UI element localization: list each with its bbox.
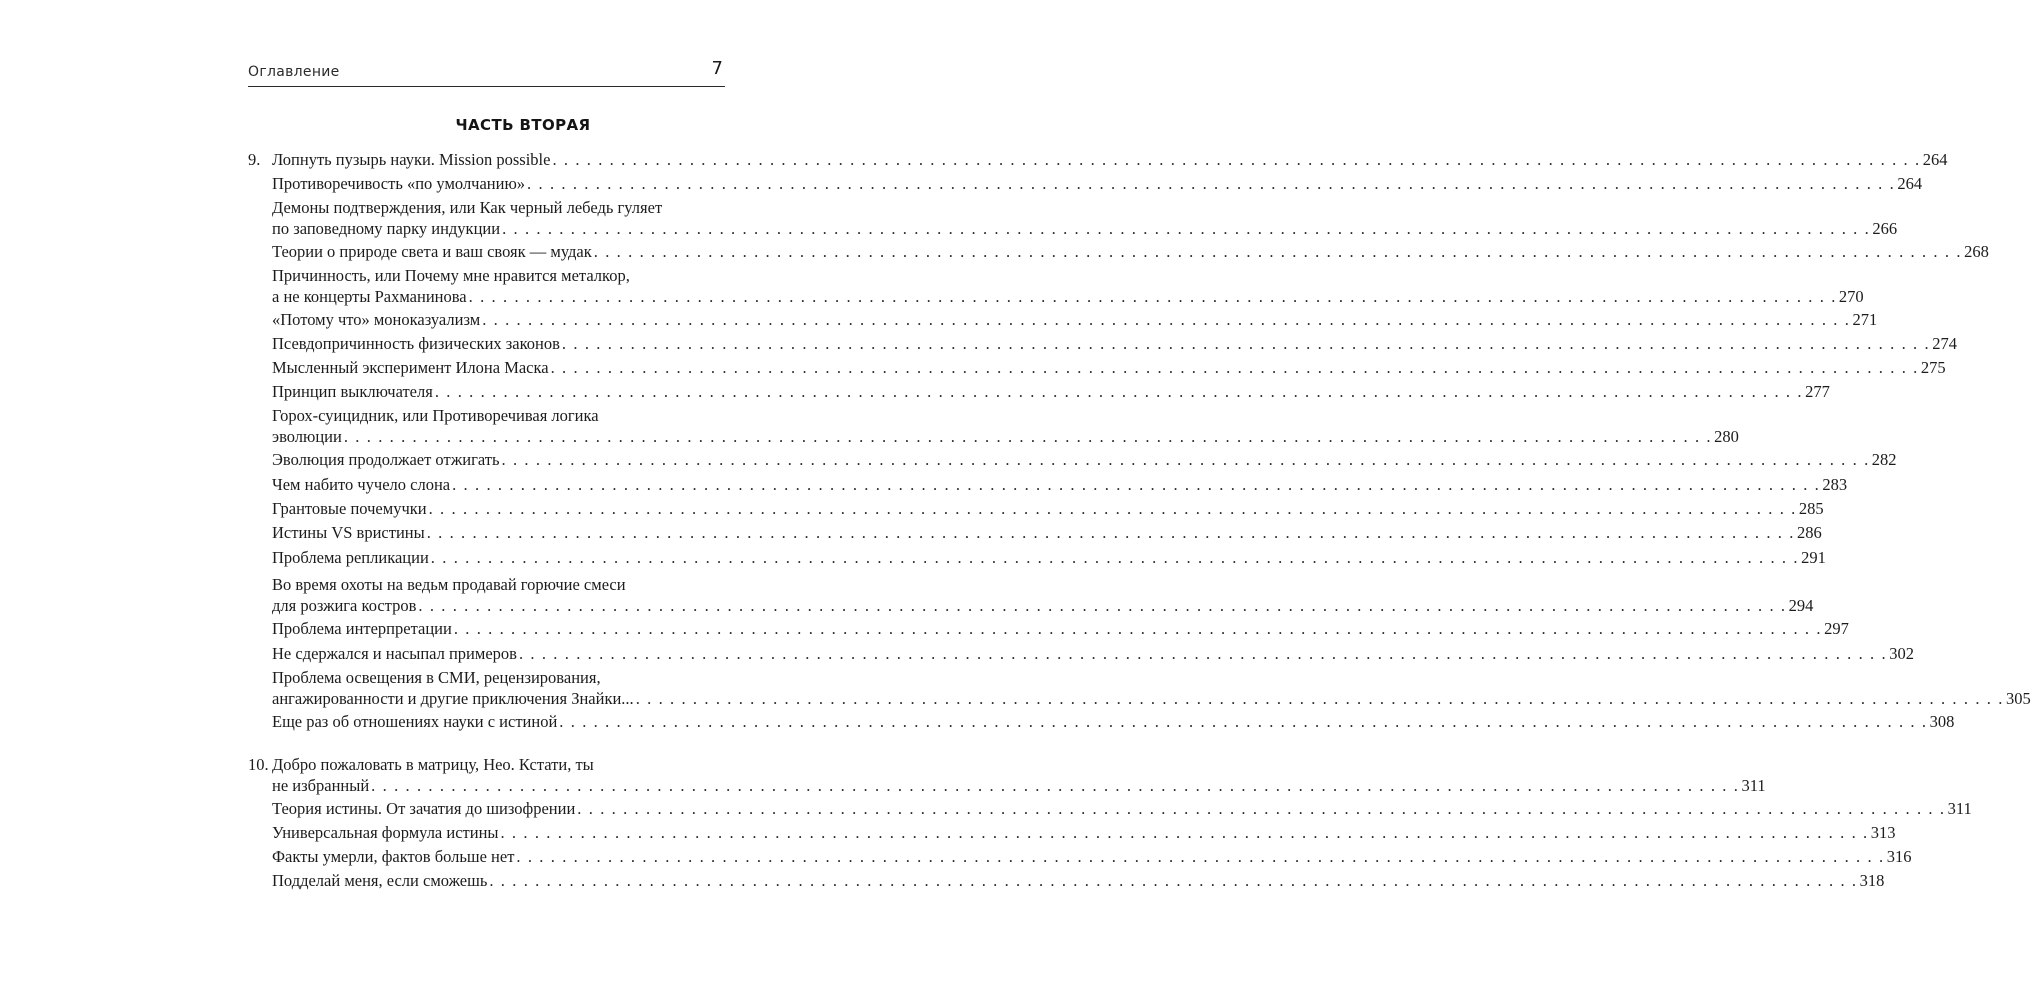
- dot-leader: . . . . . . . . . . . . . . . . . . . . . . . . . . . . . . . . . . . . . . . . . . . . . . . . . . . . . . . . . . . . . . . . . . . . . . . . . . . . . . . . . . . . . . . . . . . . . . . . . . . . . . . . . . . . . . . . . . . . . . . .: [501, 450, 1870, 469]
- toc-entry: [248, 474, 1848, 495]
- toc-entry-title-line: Проблема репликации: [272, 548, 429, 567]
- dot-leader: . . . . . . . . . . . . . . . . . . . . . . . . . . . . . . . . . . . . . . . . . . . . . . . . . . . . . . . . . . . . . . . . . . . . . . . . . . . . . . . . . . . . . . . . . . . . . . . . . . . . . . . . . . . . . . . . . . . . . . . .: [516, 847, 1885, 866]
- toc-page-number: 286: [1796, 523, 1822, 542]
- toc-entry-body: [272, 381, 1830, 402]
- toc-entry: [248, 547, 1826, 568]
- toc-entry-title-line: Подделай меня, если сможешь: [272, 871, 488, 890]
- toc-page-number: 264: [1897, 174, 1923, 193]
- toc-entry-title-line: Грантовые почемучки: [272, 499, 427, 518]
- toc-entry-body: [272, 309, 1878, 330]
- toc-entry: [248, 846, 1912, 867]
- toc-page-number: 285: [1798, 499, 1824, 518]
- toc-page-number: 277: [1805, 382, 1830, 401]
- toc-entry-last-line: [272, 241, 1989, 262]
- toc-entry-title-line: Эволюция продолжает отжигать: [272, 450, 500, 469]
- toc-entry-title-line: Не сдержался и насыпал примеров: [272, 644, 517, 663]
- toc-page-number: 291: [1801, 548, 1826, 567]
- toc-entry: [248, 667, 2031, 709]
- toc-entry: [248, 381, 1830, 402]
- toc-entry-body: [272, 357, 1946, 378]
- toc-entry-last-line: [272, 522, 1822, 543]
- toc-entry-title-line: Принцип выключателя: [272, 382, 433, 401]
- dot-leader: . . . . . . . . . . . . . . . . . . . . . . . . . . . . . . . . . . . . . . . . . . . . . . . . . . . . . . . . . . . . . . . . . . . . . . . . . . . . . . . . . . . . . . . . . . . . . . . . . . . . . . . . . . . . . . . . . . . . . . . .: [434, 382, 1804, 401]
- toc-entry-last-line: [272, 449, 1897, 470]
- toc-entry-body: [272, 449, 1897, 470]
- toc-entry: [248, 643, 1914, 664]
- dot-leader: . . . . . . . . . . . . . . . . . . . . . . . . . . . . . . . . . . . . . . . . . . . . . . . . . . . . . . . . . . . . . . . . . . . . . . . . . . . . . . . . . . . . . . . . . . . . . . . . . . . . . . . . . . . . . . . . . . . . . . . .: [552, 150, 1921, 169]
- dot-leader: . . . . . . . . . . . . . . . . . . . . . . . . . . . . . . . . . . . . . . . . . . . . . . . . . . . . . . . . . . . . . . . . . . . . . . . . . . . . . . . . . . . . . . . . . . . . . . . . . . . . . . . . . . . . . . . . . . . . . . . .: [518, 644, 1888, 663]
- dot-leader: . . . . . . . . . . . . . . . . . . . . . . . . . . . . . . . . . . . . . . . . . . . . . . . . . . . . . . . . . . . . . . . . . . . . . . . . . . . . . . . . . . . . . . . . . . . . . . . . . . . . . . . . . . . . . . . . . . . . . . . .: [371, 776, 1740, 795]
- toc-entry-body: [272, 474, 1848, 495]
- toc-entry-body: [272, 498, 1824, 519]
- toc-entry-last-line: [272, 775, 1766, 796]
- toc-entry-body: [272, 149, 1948, 170]
- toc-entry: [248, 522, 1822, 543]
- toc-entry-title-line: Противоречивость «по умолчанию»: [272, 174, 526, 193]
- toc-entry-body: [272, 798, 1972, 819]
- toc-entry-last-line: [272, 846, 1912, 867]
- toc-entry-title-line: Чем набито чучело слона: [272, 475, 451, 494]
- dot-leader: . . . . . . . . . . . . . . . . . . . . . . . . . . . . . . . . . . . . . . . . . . . . . . . . . . . . . . . . . . . . . . . . . . . . . . . . . . . . . . . . . . . . . . . . . . . . . . . . . . . . . . . . . . . . . . . . . . . . . . . .: [527, 174, 1896, 193]
- toc-entry-body: [272, 870, 1885, 891]
- toc-page-number: 268: [1964, 242, 1989, 261]
- toc-entry-body: [272, 241, 1989, 262]
- toc-page-number: 282: [1871, 450, 1897, 469]
- dot-leader: . . . . . . . . . . . . . . . . . . . . . . . . . . . . . . . . . . . . . . . . . . . . . . . . . . . . . . . . . . . . . . . . . . . . . . . . . . . . . . . . . . . . . . . . . . . . . . . . . . . . . . . . . . . . . . . . . . . . . . . .: [343, 427, 1713, 446]
- running-title: Оглавление: [248, 64, 340, 80]
- toc-entry: [248, 265, 1864, 307]
- toc-entry-body: [272, 643, 1914, 664]
- dot-leader: . . . . . . . . . . . . . . . . . . . . . . . . . . . . . . . . . . . . . . . . . . . . . . . . . . . . . . . . . . . . . . . . . . . . . . . . . . . . . . . . . . . . . . . . . . . . . . . . . . . . . . . . . . . . . . . . . . . . . . . .: [550, 358, 1919, 377]
- toc-page-number: 275: [1920, 358, 1946, 377]
- toc-page-number: 308: [1929, 712, 1955, 731]
- toc-entry-last-line: [272, 286, 1864, 307]
- toc-entry-body: [272, 667, 2031, 709]
- toc-entry-body: [272, 173, 1923, 194]
- toc-entry-last-line: [272, 357, 1946, 378]
- toc-page-number: 280: [1714, 427, 1739, 446]
- toc-entry-body: [272, 547, 1826, 568]
- toc-entry-title-line: Факты умерли, фактов больше нет: [272, 847, 515, 866]
- toc-entry-last-line: [272, 595, 1814, 616]
- dot-leader: . . . . . . . . . . . . . . . . . . . . . . . . . . . . . . . . . . . . . . . . . . . . . . . . . . . . . . . . . . . . . . . . . . . . . . . . . . . . . . . . . . . . . . . . . . . . . . . . . . . . . . . . . . . . . . . . . . . . . . . .: [418, 596, 1787, 615]
- dot-leader: . . . . . . . . . . . . . . . . . . . . . . . . . . . . . . . . . . . . . . . . . . . . . . . . . . . . . . . . . . . . . . . . . . . . . . . . . . . . . . . . . . . . . . . . . . . . . . . . . . . . . . . . . . . . . . . . . . . . . . . .: [489, 871, 1858, 890]
- toc-entry-title-line: Во время охоты на ведьм продавай горючие смеси: [272, 575, 626, 594]
- toc-entry-title-line: Причинность, или Почему мне нравится металкор,: [272, 266, 630, 285]
- toc-entry: [248, 149, 1948, 170]
- toc-entry-last-line: [272, 474, 1848, 495]
- page-number: 7: [711, 58, 723, 79]
- toc-entry-body: [272, 405, 1739, 447]
- toc-page-number: 318: [1859, 871, 1885, 890]
- toc-entry-body: [272, 754, 1766, 796]
- toc-entry-title-line: Еще раз об отношениях науки с истиной: [272, 712, 558, 731]
- running-head: [248, 60, 725, 87]
- dot-leader: . . . . . . . . . . . . . . . . . . . . . . . . . . . . . . . . . . . . . . . . . . . . . . . . . . . . . . . . . . . . . . . . . . . . . . . . . . . . . . . . . . . . . . . . . . . . . . . . . . . . . . . . . . . . . . . . . . . . . . . .: [635, 689, 2004, 708]
- toc-entry: [248, 241, 1989, 262]
- dot-leader: . . . . . . . . . . . . . . . . . . . . . . . . . . . . . . . . . . . . . . . . . . . . . . . . . . . . . . . . . . . . . . . . . . . . . . . . . . . . . . . . . . . . . . . . . . . . . . . . . . . . . . . . . . . . . . . . . . . . . . . .: [577, 799, 1946, 818]
- dot-leader: . . . . . . . . . . . . . . . . . . . . . . . . . . . . . . . . . . . . . . . . . . . . . . . . . . . . . . . . . . . . . . . . . . . . . . . . . . . . . . . . . . . . . . . . . . . . . . . . . . . . . . . . . . . . . . . . . . . . . . . .: [428, 499, 1797, 518]
- toc-entry: [248, 754, 1766, 796]
- toc-entry-title-line: по заповедному парку индукции: [272, 219, 501, 238]
- toc-entry-title-line: Теория истины. От зачатия до шизофрении: [272, 799, 576, 818]
- toc-entry-title-line: Псевдопричинность физических законов: [272, 334, 560, 353]
- toc-entry-body: [272, 618, 1849, 639]
- toc-entry: [248, 405, 1739, 447]
- dot-leader: . . . . . . . . . . . . . . . . . . . . . . . . . . . . . . . . . . . . . . . . . . . . . . . . . . . . . . . . . . . . . . . . . . . . . . . . . . . . . . . . . . . . . . . . . . . . . . . . . . . . . . . . . . . . . . . . . . . . . . . .: [502, 219, 1871, 238]
- toc-entry-body: [272, 846, 1912, 867]
- toc-entry: [248, 173, 1923, 194]
- toc-entry-title-line: Проблема освещения в СМИ, рецензирования,: [272, 668, 601, 687]
- toc-entry: [248, 309, 1878, 330]
- dot-leader: . . . . . . . . . . . . . . . . . . . . . . . . . . . . . . . . . . . . . . . . . . . . . . . . . . . . . . . . . . . . . . . . . . . . . . . . . . . . . . . . . . . . . . . . . . . . . . . . . . . . . . . . . . . . . . . . . . . . . . . .: [468, 287, 1837, 306]
- toc-entry-last-line: [272, 643, 1914, 664]
- toc-page-number: 270: [1838, 287, 1864, 306]
- toc-entry: [248, 498, 1824, 519]
- toc-entry-title-line: Проблема интерпретации: [272, 619, 452, 638]
- toc-entry-last-line: [272, 688, 2031, 709]
- toc-entry-last-line: [272, 618, 1849, 639]
- toc-entry-body: [272, 522, 1822, 543]
- toc-page-number: 274: [1932, 334, 1957, 353]
- toc-entry: [248, 618, 1849, 639]
- chapter-number: 10.: [248, 755, 269, 774]
- toc-page-number: 313: [1870, 823, 1896, 842]
- toc-entry-last-line: [272, 149, 1948, 170]
- dot-leader: . . . . . . . . . . . . . . . . . . . . . . . . . . . . . . . . . . . . . . . . . . . . . . . . . . . . . . . . . . . . . . . . . . . . . . . . . . . . . . . . . . . . . . . . . . . . . . . . . . . . . . . . . . . . . . . . . . . . . . . .: [430, 548, 1800, 567]
- toc-entry: [248, 197, 1898, 239]
- toc-page-number: 266: [1872, 219, 1898, 238]
- toc-entry-last-line: [272, 309, 1878, 330]
- toc-entry-title-line: ангажированности и другие приключения Знайки...: [272, 689, 634, 708]
- dot-leader: . . . . . . . . . . . . . . . . . . . . . . . . . . . . . . . . . . . . . . . . . . . . . . . . . . . . . . . . . . . . . . . . . . . . . . . . . . . . . . . . . . . . . . . . . . . . . . . . . . . . . . . . . . . . . . . . . . . . . . . .: [426, 523, 1795, 542]
- toc-entry-body: [272, 197, 1898, 239]
- toc-page-number: 264: [1922, 150, 1948, 169]
- toc-entry-body: [272, 822, 1896, 843]
- toc-entry-title-line: Истины VS вристины: [272, 523, 425, 542]
- toc-entry-title-line: для розжига костров: [272, 596, 417, 615]
- toc-entry-title-line: эволюции: [272, 427, 342, 446]
- toc-entry-title-line: Теории о природе света и ваш свояк — мудак: [272, 242, 592, 261]
- toc-entry-title-line: не избранный: [272, 776, 370, 795]
- toc-entry: [248, 357, 1946, 378]
- chapter-number: 9.: [248, 150, 261, 169]
- toc-entry-last-line: [272, 218, 1898, 239]
- part-title: ЧАСТЬ ВТОРАЯ: [455, 116, 591, 134]
- toc-entry-title-line: Мысленный эксперимент Илона Маска: [272, 358, 549, 377]
- toc-entry-last-line: [272, 173, 1923, 194]
- dot-leader: . . . . . . . . . . . . . . . . . . . . . . . . . . . . . . . . . . . . . . . . . . . . . . . . . . . . . . . . . . . . . . . . . . . . . . . . . . . . . . . . . . . . . . . . . . . . . . . . . . . . . . . . . . . . . . . . . . . . . . . .: [500, 823, 1869, 842]
- toc-page-number: 316: [1886, 847, 1912, 866]
- dot-leader: . . . . . . . . . . . . . . . . . . . . . . . . . . . . . . . . . . . . . . . . . . . . . . . . . . . . . . . . . . . . . . . . . . . . . . . . . . . . . . . . . . . . . . . . . . . . . . . . . . . . . . . . . . . . . . . . . . . . . . . .: [453, 619, 1823, 638]
- toc-entry-title-line: Универсальная формула истины: [272, 823, 499, 842]
- toc-entry-title-line: Лопнуть пузырь науки. Mission possible: [272, 150, 551, 169]
- toc-page-number: 283: [1822, 475, 1848, 494]
- toc-page-number: 302: [1889, 644, 1914, 663]
- toc-entry-last-line: [272, 547, 1826, 568]
- dot-leader: . . . . . . . . . . . . . . . . . . . . . . . . . . . . . . . . . . . . . . . . . . . . . . . . . . . . . . . . . . . . . . . . . . . . . . . . . . . . . . . . . . . . . . . . . . . . . . . . . . . . . . . . . . . . . . . . . . . . . . . .: [593, 242, 1963, 261]
- toc-entry: [248, 333, 1957, 354]
- dot-leader: . . . . . . . . . . . . . . . . . . . . . . . . . . . . . . . . . . . . . . . . . . . . . . . . . . . . . . . . . . . . . . . . . . . . . . . . . . . . . . . . . . . . . . . . . . . . . . . . . . . . . . . . . . . . . . . . . . . . . . . .: [561, 334, 1931, 353]
- dot-leader: . . . . . . . . . . . . . . . . . . . . . . . . . . . . . . . . . . . . . . . . . . . . . . . . . . . . . . . . . . . . . . . . . . . . . . . . . . . . . . . . . . . . . . . . . . . . . . . . . . . . . . . . . . . . . . . . . . . . . . . .: [559, 712, 1928, 731]
- toc-entry-body: [272, 265, 1864, 307]
- dot-leader: . . . . . . . . . . . . . . . . . . . . . . . . . . . . . . . . . . . . . . . . . . . . . . . . . . . . . . . . . . . . . . . . . . . . . . . . . . . . . . . . . . . . . . . . . . . . . . . . . . . . . . . . . . . . . . . . . . . . . . . .: [452, 475, 1821, 494]
- toc-entry-last-line: [272, 381, 1830, 402]
- toc-entry-last-line: [272, 870, 1885, 891]
- toc-entry-body: [272, 574, 1814, 616]
- toc-page-number: 311: [1947, 799, 1972, 818]
- dot-leader: . . . . . . . . . . . . . . . . . . . . . . . . . . . . . . . . . . . . . . . . . . . . . . . . . . . . . . . . . . . . . . . . . . . . . . . . . . . . . . . . . . . . . . . . . . . . . . . . . . . . . . . . . . . . . . . . . . . . . . . .: [482, 310, 1851, 329]
- toc-entry: [248, 449, 1897, 470]
- toc-entry-last-line: [272, 333, 1957, 354]
- toc-entry-last-line: [272, 711, 1955, 732]
- toc-entry: [248, 711, 1955, 732]
- toc-entry-body: [272, 333, 1957, 354]
- toc-page-number: 271: [1852, 310, 1878, 329]
- toc-entry: [248, 574, 1814, 616]
- toc-entry: [248, 798, 1972, 819]
- toc-entry-title-line: Демоны подтверждения, или Как черный лебедь гуляет: [272, 198, 663, 217]
- toc-page-number: 305: [2005, 689, 2031, 708]
- toc-entry: [248, 870, 1885, 891]
- toc-entry-last-line: [272, 798, 1972, 819]
- toc-entry-body: [272, 711, 1955, 732]
- toc-entry-last-line: [272, 822, 1896, 843]
- toc-page-number: 294: [1788, 596, 1814, 615]
- toc-page-number: 297: [1824, 619, 1849, 638]
- toc-entry-last-line: [272, 498, 1824, 519]
- toc-entry-last-line: [272, 426, 1739, 447]
- toc-entry: [248, 822, 1896, 843]
- toc-page-number: 311: [1741, 776, 1766, 795]
- toc-entry-title-line: Добро пожаловать в матрицу, Нео. Кстати, ты: [272, 755, 594, 774]
- toc-entry-title-line: «Потому что» моноказуализм: [272, 310, 481, 329]
- toc-entry-title-line: а не концерты Рахманинова: [272, 287, 467, 306]
- toc-entry-title-line: Горох-суицидник, или Противоречивая логика: [272, 406, 599, 425]
